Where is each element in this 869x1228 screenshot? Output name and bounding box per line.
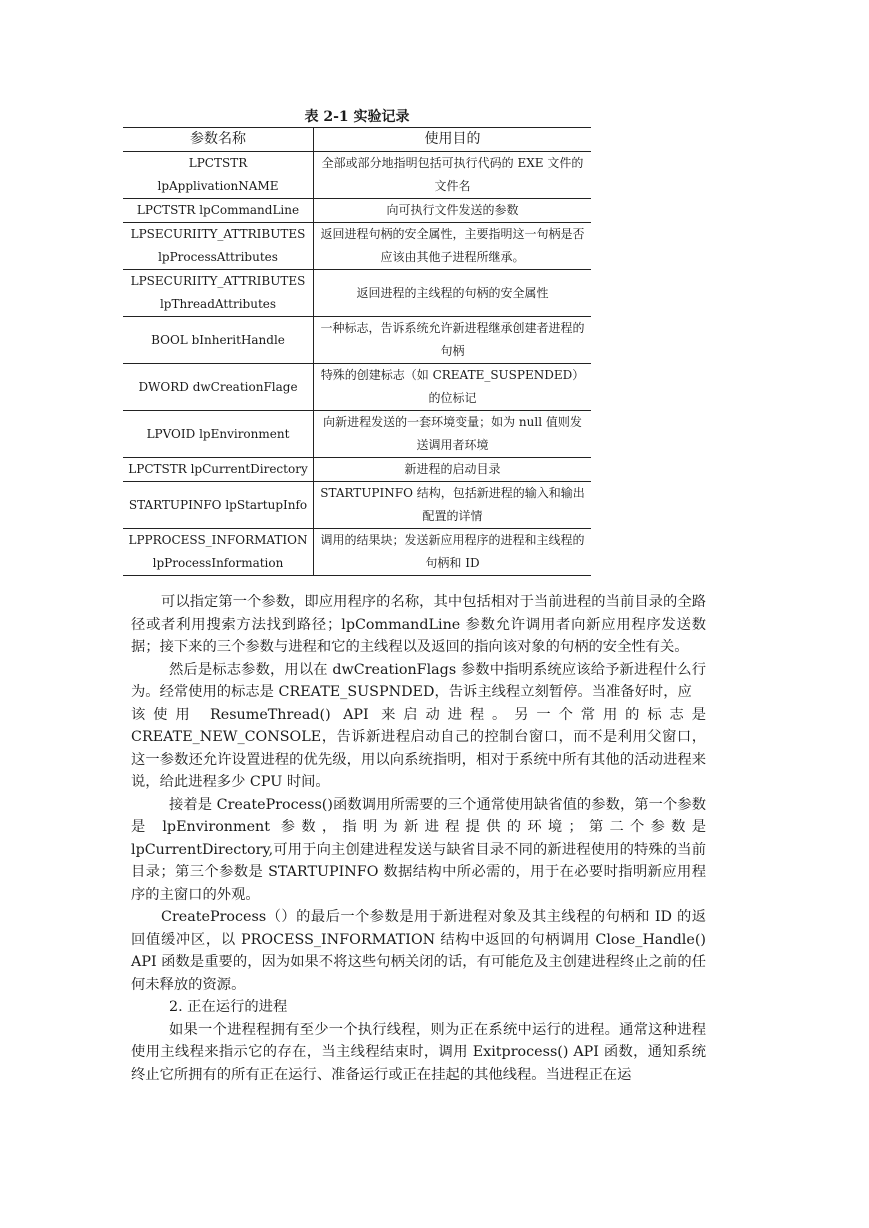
body-text — [131, 591, 706, 1086]
param-name-cell: STARTUPINFO lpStartupInfo — [123, 482, 314, 529]
param-name-cell: LPSECURIITY_ATTRIBUTES lpProcessAttributes — [123, 223, 314, 270]
parameter-table — [123, 127, 591, 576]
section-heading-running-process: 2. 正在运行的进程 — [169, 999, 288, 1015]
table-caption: 表 2-1 实验记录 — [304, 109, 410, 125]
param-name-cell: LPVOID lpEnvironment — [123, 411, 314, 458]
table-row — [123, 529, 591, 576]
param-purpose-cell: 调用的结果块；发送新应用程序的进程和主线程的句柄和 ID — [314, 529, 592, 576]
param-name-cell: LPPROCESS_INFORMATION lpProcessInformation — [123, 529, 314, 576]
param-name-cell: LPCTSTR lpCommandLine — [123, 199, 314, 223]
param-purpose-cell: 新进程的启动目录 — [314, 458, 592, 482]
table-row — [123, 364, 591, 411]
paragraph-flags-b: 该使用 ResumeThread() API 来启动进程。另一个常用的标志是 — [131, 706, 706, 723]
paragraph-running-process: 如果一个进程程拥有至少一个执行线程，则为正在系统中运行的进程。通常这种进程使用主线程来指示它的存在，当主线程结束时，调用 Exitprocess() API 函数，通知系统终止它所拥有的所有正在运行、准备运行或正在挂起的其他线程。当进程正在运 — [131, 1021, 706, 1083]
table-row — [123, 223, 591, 270]
table-row — [123, 152, 591, 199]
param-purpose-cell: 返回进程的主线程的句柄的安全属性 — [314, 270, 592, 317]
table-row — [123, 458, 591, 482]
table-row — [123, 270, 591, 317]
param-name-cell: DWORD dwCreationFlage — [123, 364, 314, 411]
param-name-cell: BOOL bInheritHandle — [123, 317, 314, 364]
table-header-row — [123, 128, 591, 152]
paragraph-defaults: 接着是 CreateProcess()函数调用所需要的三个通常使用缺省值的参数，第一个参数是 lpEnvironment 参数，指明为新进程提供的环境；第二个参数是 lpCurrentDirectory,可用于向主创建进程发送与缺省目录不同的新进程使用的特殊的当前目录；第三个参数是 STARTUPINFO 数据结构中所必需的，用于在必要时指明新应用程序的主窗口的外观。 — [131, 796, 706, 903]
param-purpose-cell: 返回进程句柄的安全属性，主要指明这一句柄是否应该由其他子进程所继承。 — [314, 223, 592, 270]
param-purpose-cell: STARTUPINFO 结构，包括新进程的输入和输出配置的详情 — [314, 482, 592, 529]
table-row — [123, 411, 591, 458]
paragraph-app-name: 可以指定第一个参数，即应用程序的名称，其中包括相对于当前进程的当前目录的全路径或者利用搜索方法找到路径；lpCommandLine 参数允许调用者向新应用程序发送数据；接下来的三个参数与进程和它的主线程以及返回的指向该对象的句柄的安全性有关。 — [131, 594, 706, 655]
param-purpose-cell: 向新进程发送的一套环境变量；如为 null 值则发送调用者环境 — [314, 411, 592, 458]
param-purpose-cell: 向可执行文件发送的参数 — [314, 199, 592, 223]
table-row — [123, 199, 591, 223]
paragraph-flags-a: 然后是标志参数，用以在 dwCreationFlags 参数中指明系统应该给予新进程什么行为。经常使用的标志是 CREATE_SUSPNDED，告诉主线程立刻暂停。当准备好时，应 — [131, 661, 706, 700]
param-name-cell: LPCTSTR lpCurrentDirectory — [123, 458, 314, 482]
table-row — [123, 482, 591, 529]
param-purpose-cell: 全部或部分地指明包括可执行代码的 EXE 文件的文件名 — [314, 152, 592, 199]
header-param-name: 参数名称 — [123, 128, 314, 152]
paragraph-last-param: CreateProcess（）的最后一个参数是用于新进程对象及其主线程的句柄和 ID 的返回值缓冲区，以 PROCESS_INFORMATION 结构中返回的句柄调用 Close_Handle() API 函数是重要的，因为如果不将这些句柄关闭的话，有可能危及主创建进程终止之前的任何未释放的资源。 — [131, 909, 706, 993]
param-purpose-cell: 特殊的创建标志（如 CREATE_SUSPENDED）的位标记 — [314, 364, 592, 411]
paragraph-flags-c: CREATE_NEW_CONSOLE，告诉新进程启动自己的控制台窗口，而不是利用父窗口，这一参数还允许设置进程的优先级，用以向系统指明，相对于系统中所有其他的活动进程来说，给此进程多少 CPU 时间。 — [131, 729, 706, 790]
param-purpose-cell: 一种标志，告诉系统允许新进程继承创建者进程的句柄 — [314, 317, 592, 364]
header-purpose: 使用目的 — [314, 128, 592, 152]
param-name-cell: LPSECURIITY_ATTRIBUTES lpThreadAttributes — [123, 270, 314, 317]
table-row — [123, 317, 591, 364]
param-name-cell: LPCTSTR lpApplivationNAME — [123, 152, 314, 199]
